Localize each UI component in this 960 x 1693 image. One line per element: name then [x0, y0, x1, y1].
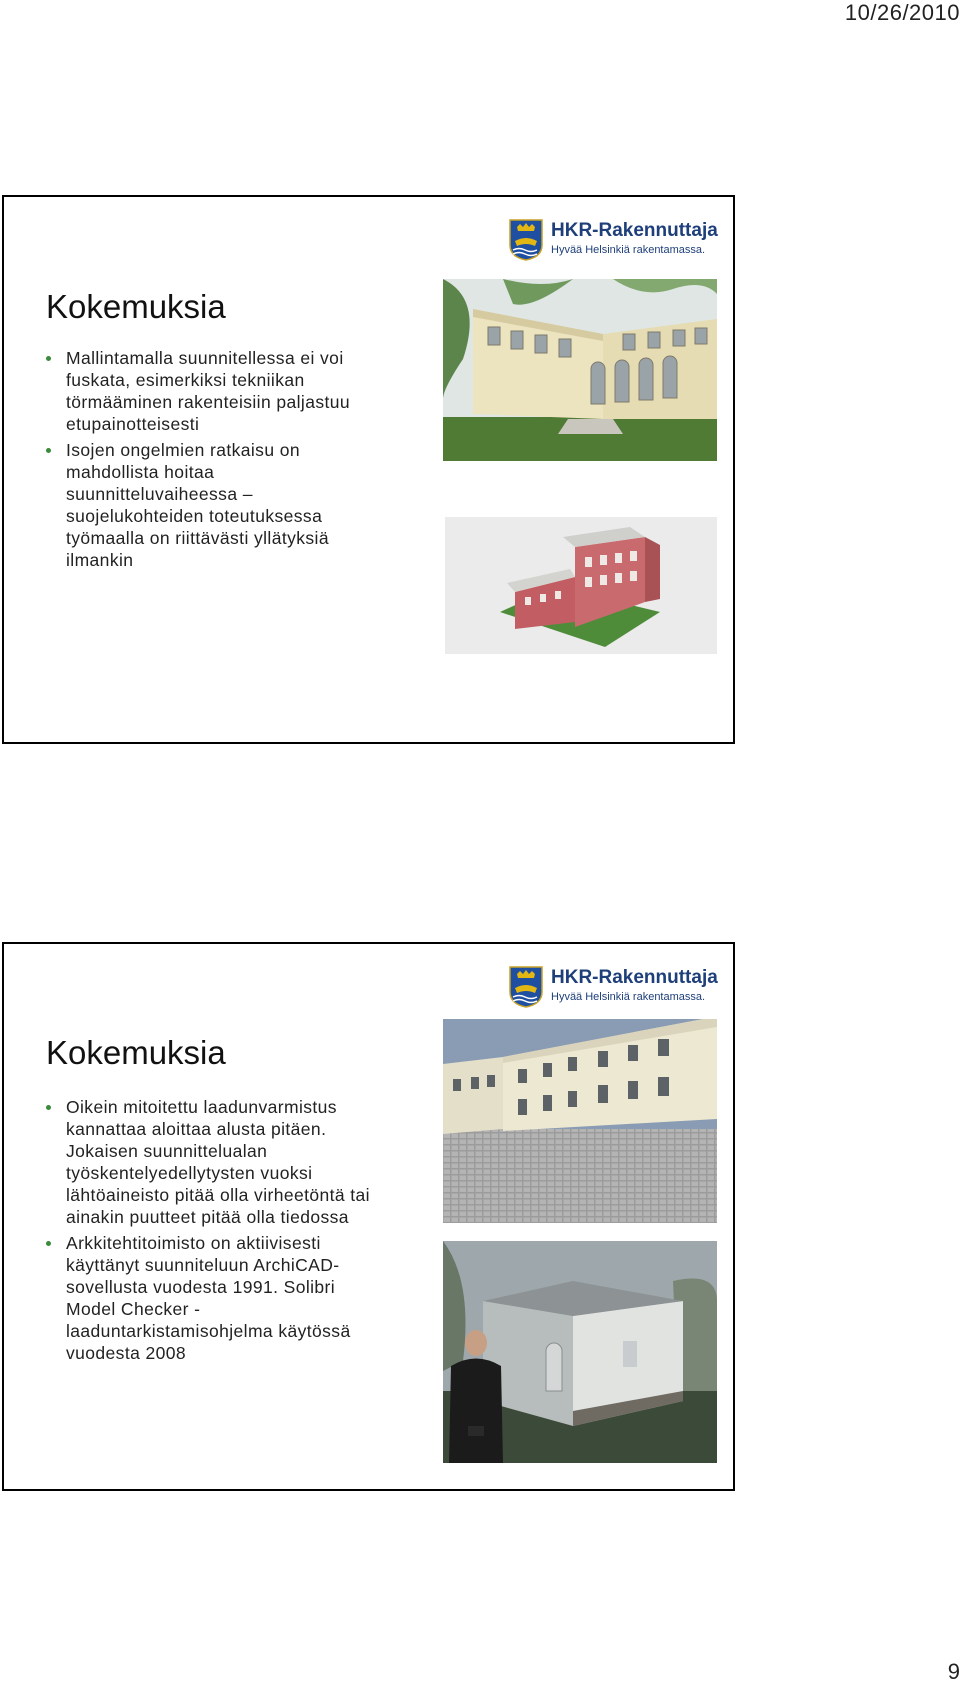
bullet-line: suunnitteluvaiheessa –	[66, 484, 253, 504]
bullet-line: Isojen ongelmien ratkaisu on	[66, 440, 300, 460]
cobblestone-courtyard-render-image	[443, 1019, 717, 1223]
bullet-line: lähtöaineisto pitää olla virheetöntä tai	[66, 1185, 370, 1205]
courtyard-render-image	[443, 279, 717, 461]
bullet-line: ilmankin	[66, 550, 134, 570]
slide-title: Kokemuksia	[46, 288, 226, 325]
bullet-item	[44, 439, 414, 571]
slide-title: Kokemuksia	[46, 1034, 226, 1071]
bullet-line: Model Checker -	[66, 1299, 201, 1319]
page-number: 9	[947, 1659, 960, 1684]
logo-name: HKR-Rakennuttaja	[551, 967, 718, 988]
bullet-line: suojelukohteiden toteutuksessa	[66, 506, 323, 526]
hkr-logo	[509, 219, 718, 263]
red-building-render-image	[445, 517, 717, 654]
logo-tagline: Hyvää Helsinkiä rakentamassa.	[551, 991, 706, 1003]
logo-name: HKR-Rakennuttaja	[551, 220, 718, 241]
bullet-list	[44, 1096, 414, 1368]
logo-tagline: Hyvää Helsinkiä rakentamassa.	[551, 244, 706, 256]
helsinki-crest-icon	[509, 219, 543, 261]
bullet-line: kannattaa aloittaa alusta pitäen.	[66, 1119, 327, 1139]
helsinki-crest-icon	[509, 966, 543, 1008]
bullet-list	[44, 347, 414, 575]
bullet-line: Arkkitehtitoimisto on aktiivisesti	[66, 1233, 321, 1253]
bullet-line: fuskata, esimerkiksi tekniikan	[66, 370, 305, 390]
slide-2	[2, 942, 735, 1491]
slide-1	[2, 195, 735, 744]
bullet-line: työskentelyedellytysten vuoksi	[66, 1163, 313, 1183]
bullet-line: Jokaisen suunnittelualan	[66, 1141, 268, 1161]
bullet-item	[44, 1096, 414, 1228]
header-date: 10/26/2010	[844, 0, 960, 25]
bullet-line: laaduntarkistamisohjelma käytössä	[66, 1321, 351, 1341]
bullet-line: käyttänyt suunniteluun ArchiCAD-	[66, 1255, 340, 1275]
bullet-item	[44, 347, 414, 435]
bullet-line: vuodesta 2008	[66, 1343, 187, 1363]
bullet-line: sovellusta vuodesta 1991. Solibri	[66, 1277, 336, 1297]
bullet-line: etupainotteisesti	[66, 414, 200, 434]
bullet-line: törmääminen rakenteisiin paljastuu	[66, 392, 351, 412]
bullet-line: Mallintamalla suunnitellessa ei voi	[66, 348, 344, 368]
bullet-line: mahdollista hoitaa	[66, 462, 215, 482]
hkr-logo	[509, 966, 718, 1010]
bullet-item	[44, 1232, 414, 1364]
bullet-line: Oikein mitoitettu laadunvarmistus	[66, 1097, 337, 1117]
bullet-line: työmaalla on riittävästi yllätyksiä	[66, 528, 329, 548]
white-building-render-image	[443, 1241, 717, 1463]
bullet-line: ainakin puutteet pitää olla tiedossa	[66, 1207, 349, 1227]
